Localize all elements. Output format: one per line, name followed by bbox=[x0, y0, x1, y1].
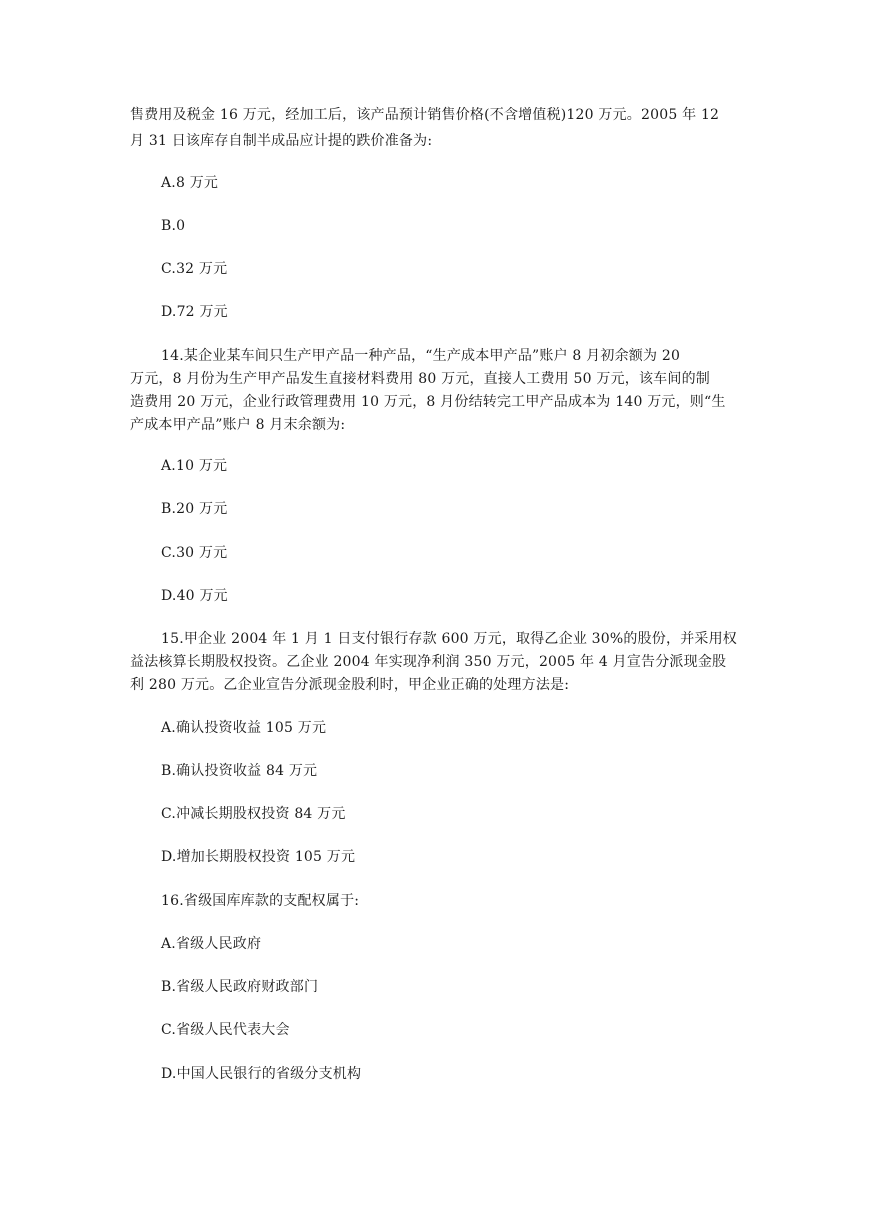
q14-stem-line-3: 造费用 20 万元，企业行政管理费用 10 万元，8 月份结转完工甲产品成本为 140 万元，则“生 bbox=[130, 394, 726, 410]
q13-option-d: D.72 万元 bbox=[161, 304, 228, 320]
intro-line-1: 售费用及税金 16 万元，经加工后，该产品预计销售价格(不含增值税)120 万元。2005 年 12 bbox=[130, 107, 720, 123]
q15-stem-line-3: 利 280 万元。乙企业宣告分派现金股利时，甲企业正确的处理方法是: bbox=[130, 677, 570, 693]
q16-option-d: D.中国人民银行的省级分支机构 bbox=[161, 1066, 362, 1082]
intro-line-2: 月 31 日该库存自制半成品应计提的跌价准备为: bbox=[130, 133, 433, 149]
q15-option-b: B.确认投资收益 84 万元 bbox=[161, 763, 318, 779]
q16-option-c: C.省级人民代表大会 bbox=[161, 1022, 290, 1038]
q16-option-a: A.省级人民政府 bbox=[161, 936, 262, 952]
q14-stem-line-4: 产成本甲产品”账户 8 月末余额为: bbox=[130, 417, 346, 433]
q13-option-b: B.0 bbox=[161, 218, 186, 234]
q14-option-c: C.30 万元 bbox=[161, 545, 228, 561]
q13-option-a: A.8 万元 bbox=[161, 175, 219, 191]
q16-option-b: B.省级人民政府财政部门 bbox=[161, 979, 319, 995]
q16-stem: 16.省级国库库款的支配权属于: bbox=[161, 893, 360, 909]
q15-option-a: A.确认投资收益 105 万元 bbox=[161, 720, 327, 736]
q15-option-d: D.增加长期股权投资 105 万元 bbox=[161, 849, 356, 865]
q15-stem-line-2: 益法核算长期股权投资。乙企业 2004 年实现净利润 350 万元，2005 年 4 月宣告分派现金股 bbox=[130, 654, 727, 670]
q14-option-b: B.20 万元 bbox=[161, 501, 228, 517]
q14-option-d: D.40 万元 bbox=[161, 588, 228, 604]
q15-option-c: C.冲减长期股权投资 84 万元 bbox=[161, 806, 346, 822]
q15-stem-line-1: 15.甲企业 2004 年 1 月 1 日支付银行存款 600 万元，取得乙企业 30%的股份，并采用权 bbox=[161, 631, 737, 647]
q14-stem-line-1: 14.某企业某车间只生产甲产品一种产品，“生产成本甲产品”账户 8 月初余额为 20 bbox=[161, 348, 681, 364]
q14-option-a: A.10 万元 bbox=[161, 458, 228, 474]
q14-stem-line-2: 万元，8 月份为生产甲产品发生直接材料费用 80 万元，直接人工费用 50 万元，该车间的制 bbox=[130, 371, 710, 387]
q13-option-c: C.32 万元 bbox=[161, 261, 228, 277]
